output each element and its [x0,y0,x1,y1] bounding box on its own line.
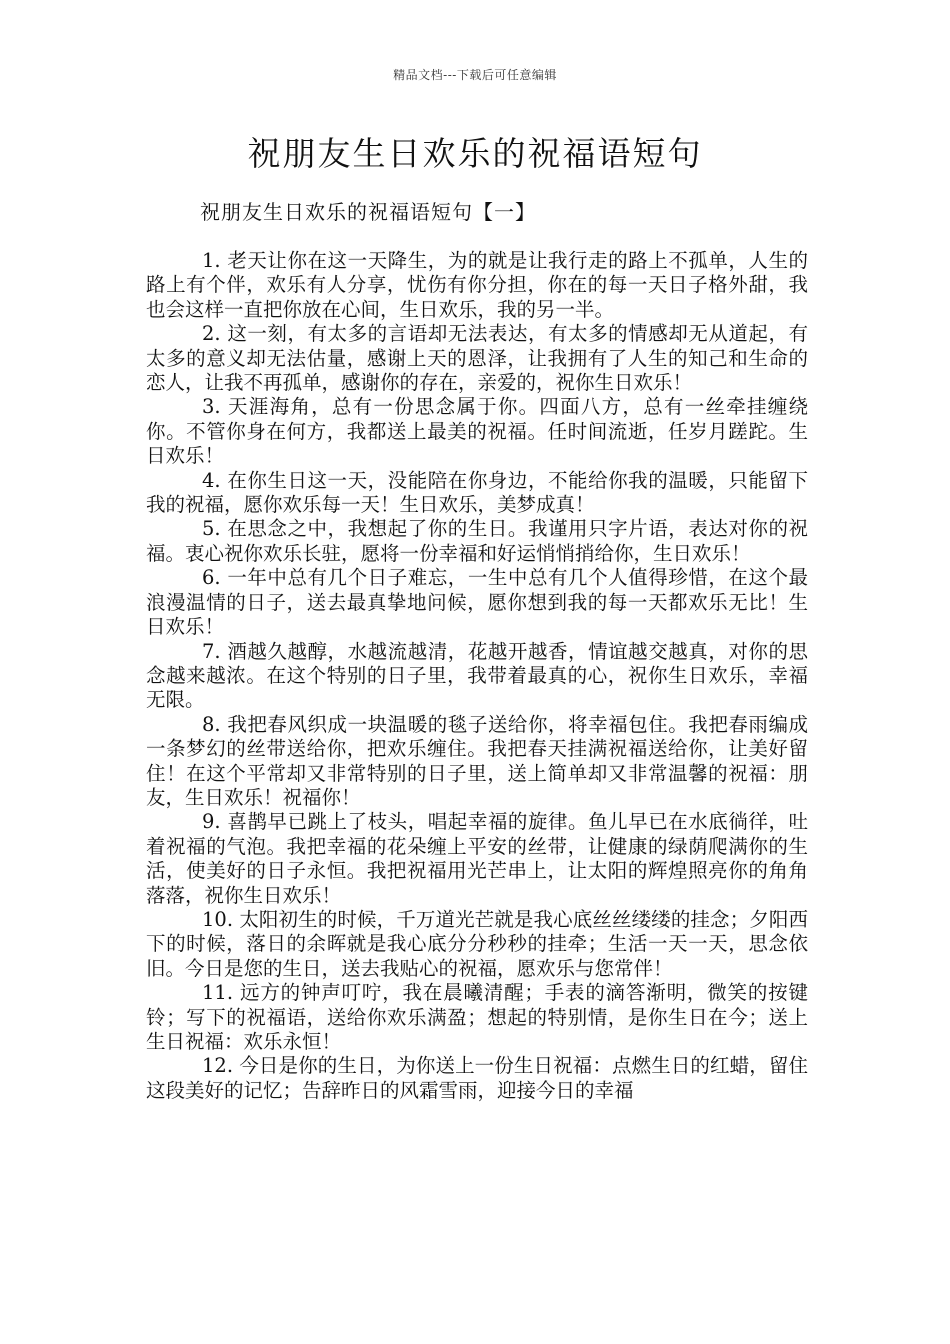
paragraph-6: 6. 一年中总有几个日子难忘，一生中总有几个人值得珍惜，在这个最浪漫温情的日子，送去最真挚地问候，愿你想到我的每一天都欢乐无比！生日欢乐！ [146,566,808,639]
header-note: 精品文档---下载后可任意编辑 [393,68,557,82]
paragraph-2: 2. 这一刻，有太多的言语却无法表达，有太多的情感却无从道起，有太多的意义却无法估量，感谢上天的恩泽，让我拥有了人生的知己和生命的恋人，让我不再孤单，感谢你的存在，亲爱的，祝你生日欢乐！ [146,322,808,395]
paragraph-5: 5. 在思念之中，我想起了你的生日。我谨用只字片语，表达对你的祝福。衷心祝你欢乐长驻，愿将一份幸福和好运悄悄捎给你，生日欢乐！ [146,517,808,565]
body-text [146,249,808,1103]
paragraph-11: 11. 远方的钟声叮咛，我在晨曦清醒；手表的滴答渐明，微笑的按键铃；写下的祝福语，送给你欢乐满盈；想起的特别情，是你生日在今；送上生日祝福：欢乐永恒！ [146,981,808,1053]
document-title: 祝朋友生日欢乐的祝福语短句 [247,134,703,173]
paragraph-1: 1. 老天让你在这一天降生，为的就是让我行走的路上不孤单，人生的路上有个伴，欢乐有人分享，忧伤有你分担，你在的每一天日子格外甜，我也会这样一直把你放在心间，生日欢乐，我的另一半。 [146,249,808,321]
paragraph-10: 10. 太阳初生的时候，千万道光芒就是我心底丝丝缕缕的挂念；夕阳西下的时候，落日的余晖就是我心底分分秒秒的挂牵；生活一天一天，思念依旧。今日是您的生日，送去我贴心的祝福，愿欢乐与您常伴！ [146,907,808,980]
paragraph-3: 3. 天涯海角，总有一份思念属于你。四面八方，总有一丝牵挂缠绕你。不管你身在何方，我都送上最美的祝福。任时间流逝，任岁月蹉跎。生日欢乐！ [146,395,808,468]
paragraph-8: 8. 我把春风织成一块温暖的毯子送给你，将幸福包住。我把春雨编成一条梦幻的丝带送给你，把欢乐缠住。我把春天挂满祝福送给你，让美好留住！在这个平常却又非常特别的日子里，送上简单却又非常温馨的祝福：朋友，生日欢乐！祝福你！ [146,712,808,809]
paragraph-9: 9. 喜鹊早已跳上了枝头，唱起幸福的旋律。鱼儿早已在水底徜徉，吐着祝福的气泡。我把幸福的花朵缠上平安的丝带，让健康的绿荫爬满你的生活，使美好的日子永恒。我把祝福用光芒串上，让太阳的辉煌照亮你的角角落落，祝你生日欢乐！ [146,810,808,907]
paragraph-7: 7. 酒越久越醇，水越流越清，花越开越香，情谊越交越真，对你的思念越来越浓。在这个特别的日子里，我带着最真的心，祝你生日欢乐，幸福无限。 [146,639,808,712]
section-title: 祝朋友生日欢乐的祝福语短句【一】 [200,200,536,224]
paragraph-4: 4. 在你生日这一天，没能陪在你身边，不能给你我的温暖，只能留下我的祝福，愿你欢乐每一天！生日欢乐，美梦成真！ [146,468,808,517]
paragraph-12: 12. 今日是你的生日，为你送上一份生日祝福：点燃生日的红蜡，留住这段美好的记忆；告辞昨日的风霜雪雨，迎接今日的幸福 [146,1054,808,1102]
